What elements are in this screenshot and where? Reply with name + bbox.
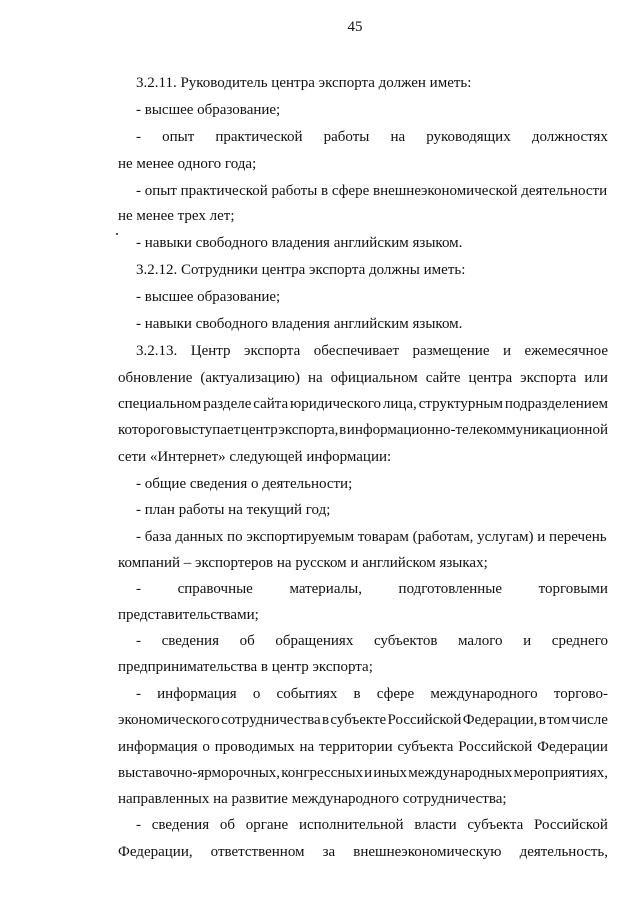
text-line: не менее одного года; xyxy=(118,156,257,172)
word: малого xyxy=(458,633,503,649)
text-line: 3.2.11. Руководитель центра экспорта должен иметь: xyxy=(136,75,472,91)
word: 3.2.13. xyxy=(136,343,178,359)
word: выступает xyxy=(174,422,241,438)
word: лица, xyxy=(382,396,417,412)
word: на xyxy=(299,739,315,755)
word: официальном xyxy=(330,370,418,386)
text-line xyxy=(136,127,608,147)
word: деятельность, xyxy=(519,844,608,860)
word: обращениях xyxy=(275,633,354,649)
word: работы xyxy=(323,129,370,145)
word: в xyxy=(339,422,347,438)
text-line: предпринимательства в центр экспорта; xyxy=(118,659,373,675)
text-line xyxy=(118,763,608,783)
word: практической xyxy=(215,129,303,145)
word: центра xyxy=(468,370,513,386)
word: и xyxy=(523,633,532,649)
word: субъектов xyxy=(373,633,438,649)
text-line: - навыки свободного владения английским языком. xyxy=(136,316,463,332)
word: экономического xyxy=(118,712,220,728)
word: сайта xyxy=(253,396,289,412)
word: экспорта, xyxy=(278,422,339,438)
word: мероприятиях, xyxy=(513,765,608,781)
word: в xyxy=(322,712,330,728)
word: за xyxy=(322,844,336,860)
word: том xyxy=(547,712,571,728)
text-line xyxy=(136,341,608,361)
text-line xyxy=(118,842,608,862)
text-line: - высшее образование; xyxy=(136,102,281,118)
word: (актуализацию) xyxy=(200,370,300,386)
word: Федерации xyxy=(537,739,608,755)
word: или xyxy=(584,370,608,386)
word: сфере xyxy=(376,686,415,702)
text-line xyxy=(136,631,608,651)
word: - xyxy=(136,686,141,702)
word: разделе xyxy=(203,396,252,412)
word: проводимых xyxy=(214,739,295,755)
word: информация xyxy=(157,686,237,702)
word: международных xyxy=(408,765,513,781)
word: сведения xyxy=(161,633,219,649)
word: внешнеэкономическую xyxy=(353,844,502,860)
word: Федерации, xyxy=(462,712,538,728)
word: субъекта xyxy=(397,739,454,755)
word: в xyxy=(353,686,361,702)
word: Российской xyxy=(387,712,462,728)
word: и xyxy=(364,765,373,781)
word: выставочно-ярморочных, xyxy=(118,765,281,781)
text-line xyxy=(118,710,608,730)
word: сотрудничества xyxy=(221,712,321,728)
page-number: 45 xyxy=(347,19,363,35)
word: в xyxy=(538,712,546,728)
word: субъекта xyxy=(467,817,524,833)
word: иных xyxy=(373,765,408,781)
text-line: - опыт практической работы в сфере внешнеэкономической деятельности xyxy=(136,183,608,199)
word: исполнительной xyxy=(298,817,404,833)
text-line: сети «Интернет» следующей информации: xyxy=(118,449,392,465)
word: - xyxy=(136,817,141,833)
word: информация xyxy=(118,739,198,755)
word: конгрессных xyxy=(281,765,363,781)
word: справочные xyxy=(177,581,253,597)
text-line: - база данных по экспортируемым товарам (работам, услугам) и перечень xyxy=(136,529,607,545)
word: субъекте xyxy=(330,712,387,728)
word: торгово- xyxy=(553,686,608,702)
word: обновление xyxy=(118,370,193,386)
word: и xyxy=(502,343,512,359)
text-line: - план работы на текущий год; xyxy=(136,502,331,518)
text-line: - навыки свободного владения английским языком. xyxy=(136,235,463,251)
word: об xyxy=(219,817,235,833)
word: подготовленные xyxy=(398,581,503,597)
text-line: представительствами; xyxy=(118,607,259,623)
word: о xyxy=(202,739,210,755)
word: на xyxy=(307,370,323,386)
text-line: - высшее образование; xyxy=(136,289,281,305)
word: центр xyxy=(240,422,278,438)
word: среднего xyxy=(551,633,608,649)
word: экспорта xyxy=(244,343,301,359)
word: размещение xyxy=(412,343,490,359)
word: информационно-телекоммуникационной xyxy=(346,422,608,438)
text-line xyxy=(136,684,608,704)
word: власти xyxy=(414,817,457,833)
word: - xyxy=(136,581,141,597)
word: - xyxy=(136,633,141,649)
word: юридического xyxy=(290,396,381,412)
word: об xyxy=(239,633,255,649)
word: руководящих xyxy=(426,129,511,145)
text-line: направленных на развитие международного сотрудничества; xyxy=(118,791,507,807)
word: ответственном xyxy=(210,844,305,860)
word: числе xyxy=(571,712,608,728)
word: территории xyxy=(319,739,393,755)
text-line: 3.2.12. Сотрудники центра экспорта должны иметь: xyxy=(136,262,466,278)
word: Российской xyxy=(458,739,533,755)
text-line: компаний – экспортеров на русском и английском языках; xyxy=(118,555,488,571)
word: экспорта xyxy=(520,370,577,386)
word: торговыми xyxy=(538,581,608,597)
word: Федерации, xyxy=(118,844,193,860)
word: Российской xyxy=(534,817,608,833)
text-line xyxy=(118,420,608,440)
word: органе xyxy=(245,817,289,833)
word: международного xyxy=(430,686,538,702)
text-line: не менее трех лет; xyxy=(118,208,235,224)
word: - xyxy=(136,129,141,145)
word: которого xyxy=(118,422,174,438)
word: сайте xyxy=(425,370,461,386)
text-line xyxy=(118,368,608,388)
word: опыт xyxy=(162,129,195,145)
word: Центр xyxy=(190,343,231,359)
word: подразделением xyxy=(504,396,608,412)
text-line: - общие сведения о деятельности; xyxy=(136,476,353,492)
word: ежемесячное xyxy=(524,343,608,359)
word: обеспечивает xyxy=(313,343,400,359)
word: на xyxy=(390,129,406,145)
scan-speck xyxy=(116,233,118,235)
word: сведения xyxy=(151,817,210,833)
word: событиях xyxy=(276,686,338,702)
word: должностях xyxy=(531,129,608,145)
word: материалы, xyxy=(289,581,362,597)
text-line xyxy=(136,579,608,599)
word: о xyxy=(252,686,261,702)
word: структурным xyxy=(418,396,503,412)
text-line xyxy=(118,737,608,757)
text-line xyxy=(136,815,608,835)
text-line xyxy=(118,394,608,414)
word: специальном xyxy=(118,396,202,412)
